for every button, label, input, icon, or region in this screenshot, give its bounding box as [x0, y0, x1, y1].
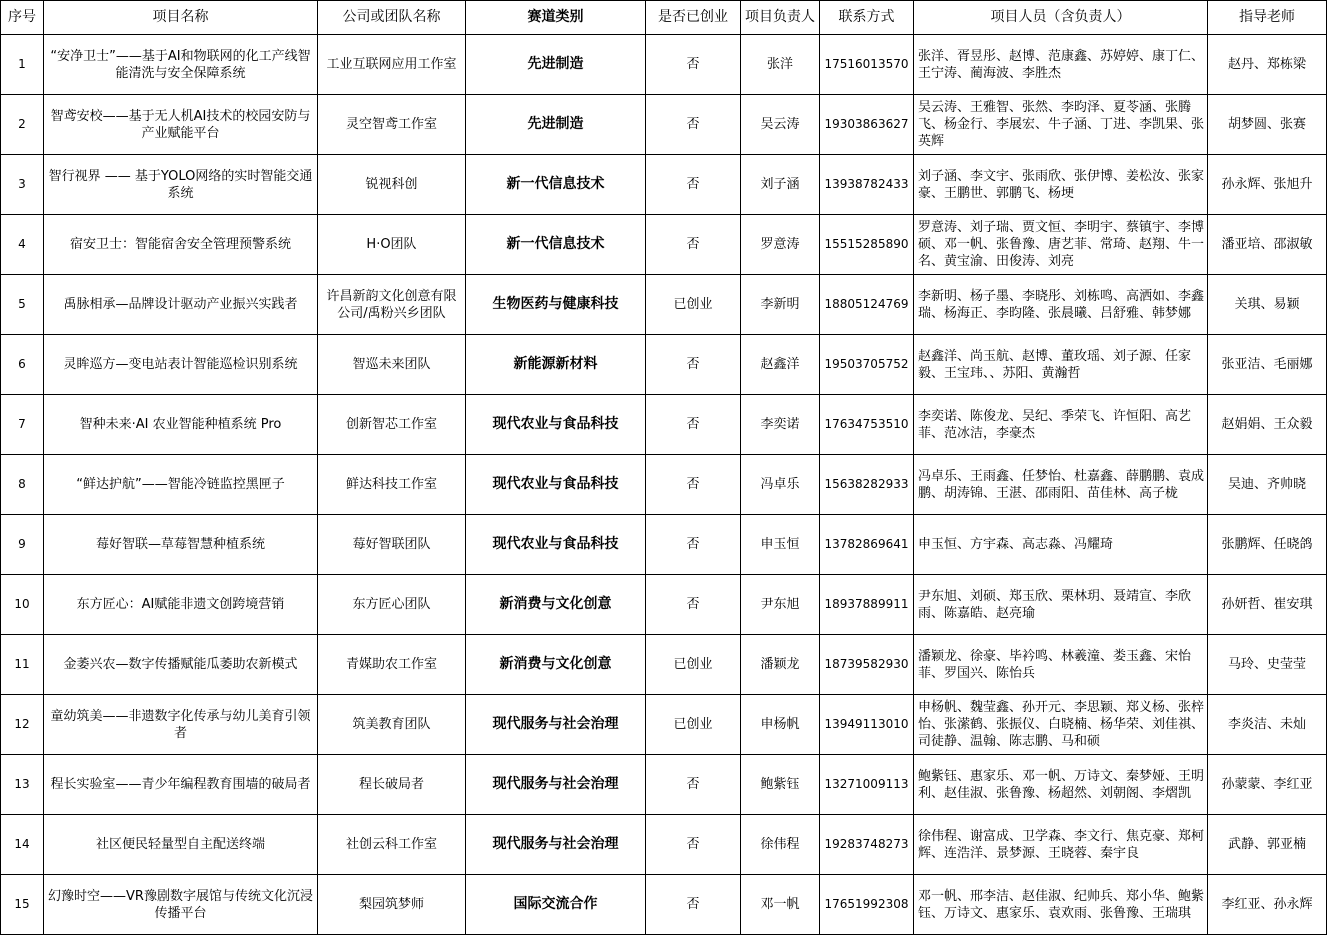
cell-team: 锐视科创	[318, 155, 466, 215]
cell-track: 现代农业与食品科技	[466, 395, 646, 455]
cell-contact: 19503705752	[820, 335, 914, 395]
cell-contact: 15515285890	[820, 215, 914, 275]
cell-team: 莓好智联团队	[318, 515, 466, 575]
cell-leader: 罗意涛	[741, 215, 820, 275]
cell-track: 新能源新材料	[466, 335, 646, 395]
table-row	[1, 335, 1327, 395]
cell-track: 先进制造	[466, 35, 646, 95]
cell-team: 青媒助农工作室	[318, 635, 466, 695]
cell-track: 现代服务与社会治理	[466, 755, 646, 815]
cell-seq: 6	[1, 335, 44, 395]
cell-advisor: 潘亚培、邵淑敏	[1208, 215, 1327, 275]
cell-contact: 19303863627	[820, 95, 914, 155]
table-row	[1, 395, 1327, 455]
cell-advisor: 马玲、史莹莹	[1208, 635, 1327, 695]
cell-project: 东方匠心：AI赋能非遗文创跨境营销	[44, 575, 318, 635]
header-team: 公司或团队名称	[318, 1, 466, 35]
cell-seq: 10	[1, 575, 44, 635]
cell-project: 智行视界 —— 基于YOLO网络的实时智能交通系统	[44, 155, 318, 215]
cell-leader: 邓一帆	[741, 875, 820, 935]
cell-contact: 19283748273	[820, 815, 914, 875]
cell-advisor: 孙永辉、张旭升	[1208, 155, 1327, 215]
cell-leader: 李奕诺	[741, 395, 820, 455]
cell-seq: 13	[1, 755, 44, 815]
cell-track: 现代农业与食品科技	[466, 455, 646, 515]
cell-contact: 13938782433	[820, 155, 914, 215]
cell-started: 已创业	[646, 275, 741, 335]
cell-contact: 18937889911	[820, 575, 914, 635]
cell-project: 宿安卫士：智能宿舍安全管理预警系统	[44, 215, 318, 275]
cell-contact: 17651992308	[820, 875, 914, 935]
cell-leader: 申杨帆	[741, 695, 820, 755]
cell-contact: 13949113010	[820, 695, 914, 755]
cell-seq: 15	[1, 875, 44, 935]
table-row	[1, 455, 1327, 515]
cell-track: 新一代信息技术	[466, 155, 646, 215]
cell-team: 创新智芯工作室	[318, 395, 466, 455]
table-row	[1, 635, 1327, 695]
cell-seq: 3	[1, 155, 44, 215]
table-row	[1, 275, 1327, 335]
cell-contact: 17516013570	[820, 35, 914, 95]
cell-track: 先进制造	[466, 95, 646, 155]
header-advisor: 指导老师	[1208, 1, 1327, 35]
cell-started: 否	[646, 395, 741, 455]
header-seq: 序号	[1, 1, 44, 35]
cell-seq: 5	[1, 275, 44, 335]
cell-team: 社创云科工作室	[318, 815, 466, 875]
table-row	[1, 515, 1327, 575]
cell-team: 程长破局者	[318, 755, 466, 815]
cell-started: 否	[646, 875, 741, 935]
cell-members: 吴云涛、王雅智、张然、李昀泽、夏苓涵、张腾飞、杨金行、李展宏、牛子涵、丁进、李凯果、张英辉	[914, 95, 1208, 155]
table-row	[1, 695, 1327, 755]
cell-started: 已创业	[646, 635, 741, 695]
cell-track: 现代服务与社会治理	[466, 815, 646, 875]
cell-project: 禹脉相承—品牌设计驱动产业振兴实践者	[44, 275, 318, 335]
cell-leader: 潘颖龙	[741, 635, 820, 695]
cell-started: 否	[646, 515, 741, 575]
cell-advisor: 赵丹、郑栋梁	[1208, 35, 1327, 95]
cell-started: 否	[646, 95, 741, 155]
cell-team: H·O团队	[318, 215, 466, 275]
table-row	[1, 755, 1327, 815]
cell-members: 尹东旭、刘硕、郑玉欣、栗林玥、聂靖宣、李欣雨、陈嘉皓、赵亮瑜	[914, 575, 1208, 635]
table-row	[1, 875, 1327, 935]
cell-team: 东方匠心团队	[318, 575, 466, 635]
header-track: 赛道类别	[466, 1, 646, 35]
cell-seq: 11	[1, 635, 44, 695]
cell-advisor: 胡梦圆、张赛	[1208, 95, 1327, 155]
cell-project: 灵眸巡方—变电站表计智能巡检识别系统	[44, 335, 318, 395]
cell-project: 程长实验室——青少年编程教育围墙的破局者	[44, 755, 318, 815]
cell-leader: 申玉恒	[741, 515, 820, 575]
header-contact: 联系方式	[820, 1, 914, 35]
cell-team: 工业互联网应用工作室	[318, 35, 466, 95]
cell-members: 刘子涵、李文宇、张雨欣、张伊博、姜松汝、张家豪、王鹏世、郭鹏飞、杨埂	[914, 155, 1208, 215]
cell-leader: 张洋	[741, 35, 820, 95]
cell-contact: 18739582930	[820, 635, 914, 695]
cell-project: 智鸢安校——基于无人机AI技术的校园安防与产业赋能平台	[44, 95, 318, 155]
table-row	[1, 215, 1327, 275]
cell-track: 生物医药与健康科技	[466, 275, 646, 335]
cell-started: 否	[646, 335, 741, 395]
cell-started: 否	[646, 35, 741, 95]
cell-advisor: 关琪、易颖	[1208, 275, 1327, 335]
cell-track: 国际交流合作	[466, 875, 646, 935]
table-row	[1, 155, 1327, 215]
cell-contact: 17634753510	[820, 395, 914, 455]
cell-leader: 尹东旭	[741, 575, 820, 635]
cell-members: 邓一帆、邢李洁、赵佳淑、纪帅兵、郑小华、鲍紫钰、万诗文、惠家乐、袁欢雨、张鲁豫、王瑞琪	[914, 875, 1208, 935]
table-row	[1, 35, 1327, 95]
cell-advisor: 张亚洁、毛丽娜	[1208, 335, 1327, 395]
cell-team: 筑美教育团队	[318, 695, 466, 755]
cell-project: 金萎兴农—数字传播赋能瓜萎助农新模式	[44, 635, 318, 695]
cell-track: 新消费与文化创意	[466, 635, 646, 695]
cell-advisor: 张鹏辉、任晓鸽	[1208, 515, 1327, 575]
cell-seq: 2	[1, 95, 44, 155]
cell-started: 否	[646, 155, 741, 215]
cell-contact: 18805124769	[820, 275, 914, 335]
header-row	[1, 1, 1327, 35]
cell-contact: 13271009113	[820, 755, 914, 815]
header-started: 是否已创业	[646, 1, 741, 35]
header-leader: 项目负责人	[741, 1, 820, 35]
cell-contact: 15638282933	[820, 455, 914, 515]
cell-seq: 14	[1, 815, 44, 875]
cell-leader: 李新明	[741, 275, 820, 335]
cell-seq: 1	[1, 35, 44, 95]
cell-track: 新消费与文化创意	[466, 575, 646, 635]
table-row	[1, 575, 1327, 635]
cell-track: 现代服务与社会治理	[466, 695, 646, 755]
cell-started: 否	[646, 575, 741, 635]
cell-advisor: 武静、郭亚楠	[1208, 815, 1327, 875]
table-row	[1, 95, 1327, 155]
cell-members: 张洋、胥昱彤、赵博、范康鑫、苏婷婷、康丁仁、王宁涛、蔺海波、李胜杰	[914, 35, 1208, 95]
cell-members: 罗意涛、刘子瑞、贾文恒、李明宇、蔡镇宇、李博硕、邓一帆、张鲁豫、唐艺菲、常琦、赵翔、牛一名、黄宝渝、田俊涛、刘亮	[914, 215, 1208, 275]
cell-advisor: 赵娟娟、王众毅	[1208, 395, 1327, 455]
cell-leader: 鲍紫钰	[741, 755, 820, 815]
cell-members: 李新明、杨子墨、李晓彤、刘栋鸣、高洒如、李鑫瑞、杨海正、李昀隆、张晨曦、吕舒雅、韩梦娜	[914, 275, 1208, 335]
cell-project: “鲜达护航”——智能冷链监控黑匣子	[44, 455, 318, 515]
cell-leader: 赵鑫洋	[741, 335, 820, 395]
cell-team: 许昌新韵文化创意有限公司/禹粉兴乡团队	[318, 275, 466, 335]
cell-members: 鲍紫钰、惠家乐、邓一帆、万诗文、秦梦娅、王明利、赵佳淑、张鲁豫、杨超然、刘朝阁、李熠凯	[914, 755, 1208, 815]
cell-members: 申玉恒、方宇森、高志淼、冯耀琦	[914, 515, 1208, 575]
cell-project: 童幼筑美——非遗数字化传承与幼儿美育引领者	[44, 695, 318, 755]
table-row	[1, 815, 1327, 875]
cell-team: 智巡未来团队	[318, 335, 466, 395]
cell-team: 梨园筑梦师	[318, 875, 466, 935]
cell-advisor: 吴迪、齐帅晓	[1208, 455, 1327, 515]
cell-advisor: 孙蒙蒙、李红亚	[1208, 755, 1327, 815]
cell-members: 赵鑫洋、尚玉航、赵博、董玫瑶、刘子源、任家毅、王宝玮、、苏阳、黄瀚哲	[914, 335, 1208, 395]
cell-members: 李奕诺、陈俊龙、吴纪、季荣飞、许恒阳、高艺菲、范冰洁，李豪杰	[914, 395, 1208, 455]
cell-team: 灵空智鸢工作室	[318, 95, 466, 155]
cell-seq: 9	[1, 515, 44, 575]
cell-team: 鲜达科技工作室	[318, 455, 466, 515]
cell-leader: 徐伟程	[741, 815, 820, 875]
cell-members: 申杨帆、魏莹鑫、孙开元、李思颖、郑义杨、张梓怡、张潆鹤、张振仪、白晓楠、杨华荣、刘佳祺、司徒静、温翰、陈志鹏、马和硕	[914, 695, 1208, 755]
cell-members: 冯卓乐、王雨鑫、任梦怡、杜嘉鑫、薛鹏鹏、袁成鹏、胡涛锦、王湛、邵雨阳、苗佳林、高子栊	[914, 455, 1208, 515]
cell-started: 否	[646, 455, 741, 515]
cell-seq: 12	[1, 695, 44, 755]
cell-leader: 吴云涛	[741, 95, 820, 155]
cell-seq: 7	[1, 395, 44, 455]
header-members: 项目人员（含负责人）	[914, 1, 1208, 35]
cell-advisor: 李炎洁、未灿	[1208, 695, 1327, 755]
cell-started: 已创业	[646, 695, 741, 755]
cell-track: 现代农业与食品科技	[466, 515, 646, 575]
cell-project: “安净卫士”——基于AI和物联网的化工产线智能清洗与安全保障系统	[44, 35, 318, 95]
cell-track: 新一代信息技术	[466, 215, 646, 275]
cell-seq: 4	[1, 215, 44, 275]
cell-contact: 13782869641	[820, 515, 914, 575]
cell-project: 莓好智联—草莓智慧种植系统	[44, 515, 318, 575]
cell-started: 否	[646, 815, 741, 875]
cell-leader: 刘子涵	[741, 155, 820, 215]
header-project: 项目名称	[44, 1, 318, 35]
cell-leader: 冯卓乐	[741, 455, 820, 515]
cell-project: 社区便民轻量型自主配送终端	[44, 815, 318, 875]
cell-advisor: 李红亚、孙永辉	[1208, 875, 1327, 935]
cell-advisor: 孙妍哲、崔安琪	[1208, 575, 1327, 635]
cell-project: 智种未来·AI 农业智能种植系统 Pro	[44, 395, 318, 455]
cell-members: 潘颖龙、徐豪、毕衿鸣、林羲潼、娄玉鑫、宋怡菲、罗国兴、陈怡兵	[914, 635, 1208, 695]
cell-started: 否	[646, 215, 741, 275]
cell-members: 徐伟程、谢富成、卫学森、李文行、焦克豪、郑柯辉、连浩洋、景梦源、王晓蓉、秦宇良	[914, 815, 1208, 875]
cell-started: 否	[646, 755, 741, 815]
cell-project: 幻豫时空——VR豫剧数字展馆与传统文化沉浸传播平台	[44, 875, 318, 935]
cell-seq: 8	[1, 455, 44, 515]
